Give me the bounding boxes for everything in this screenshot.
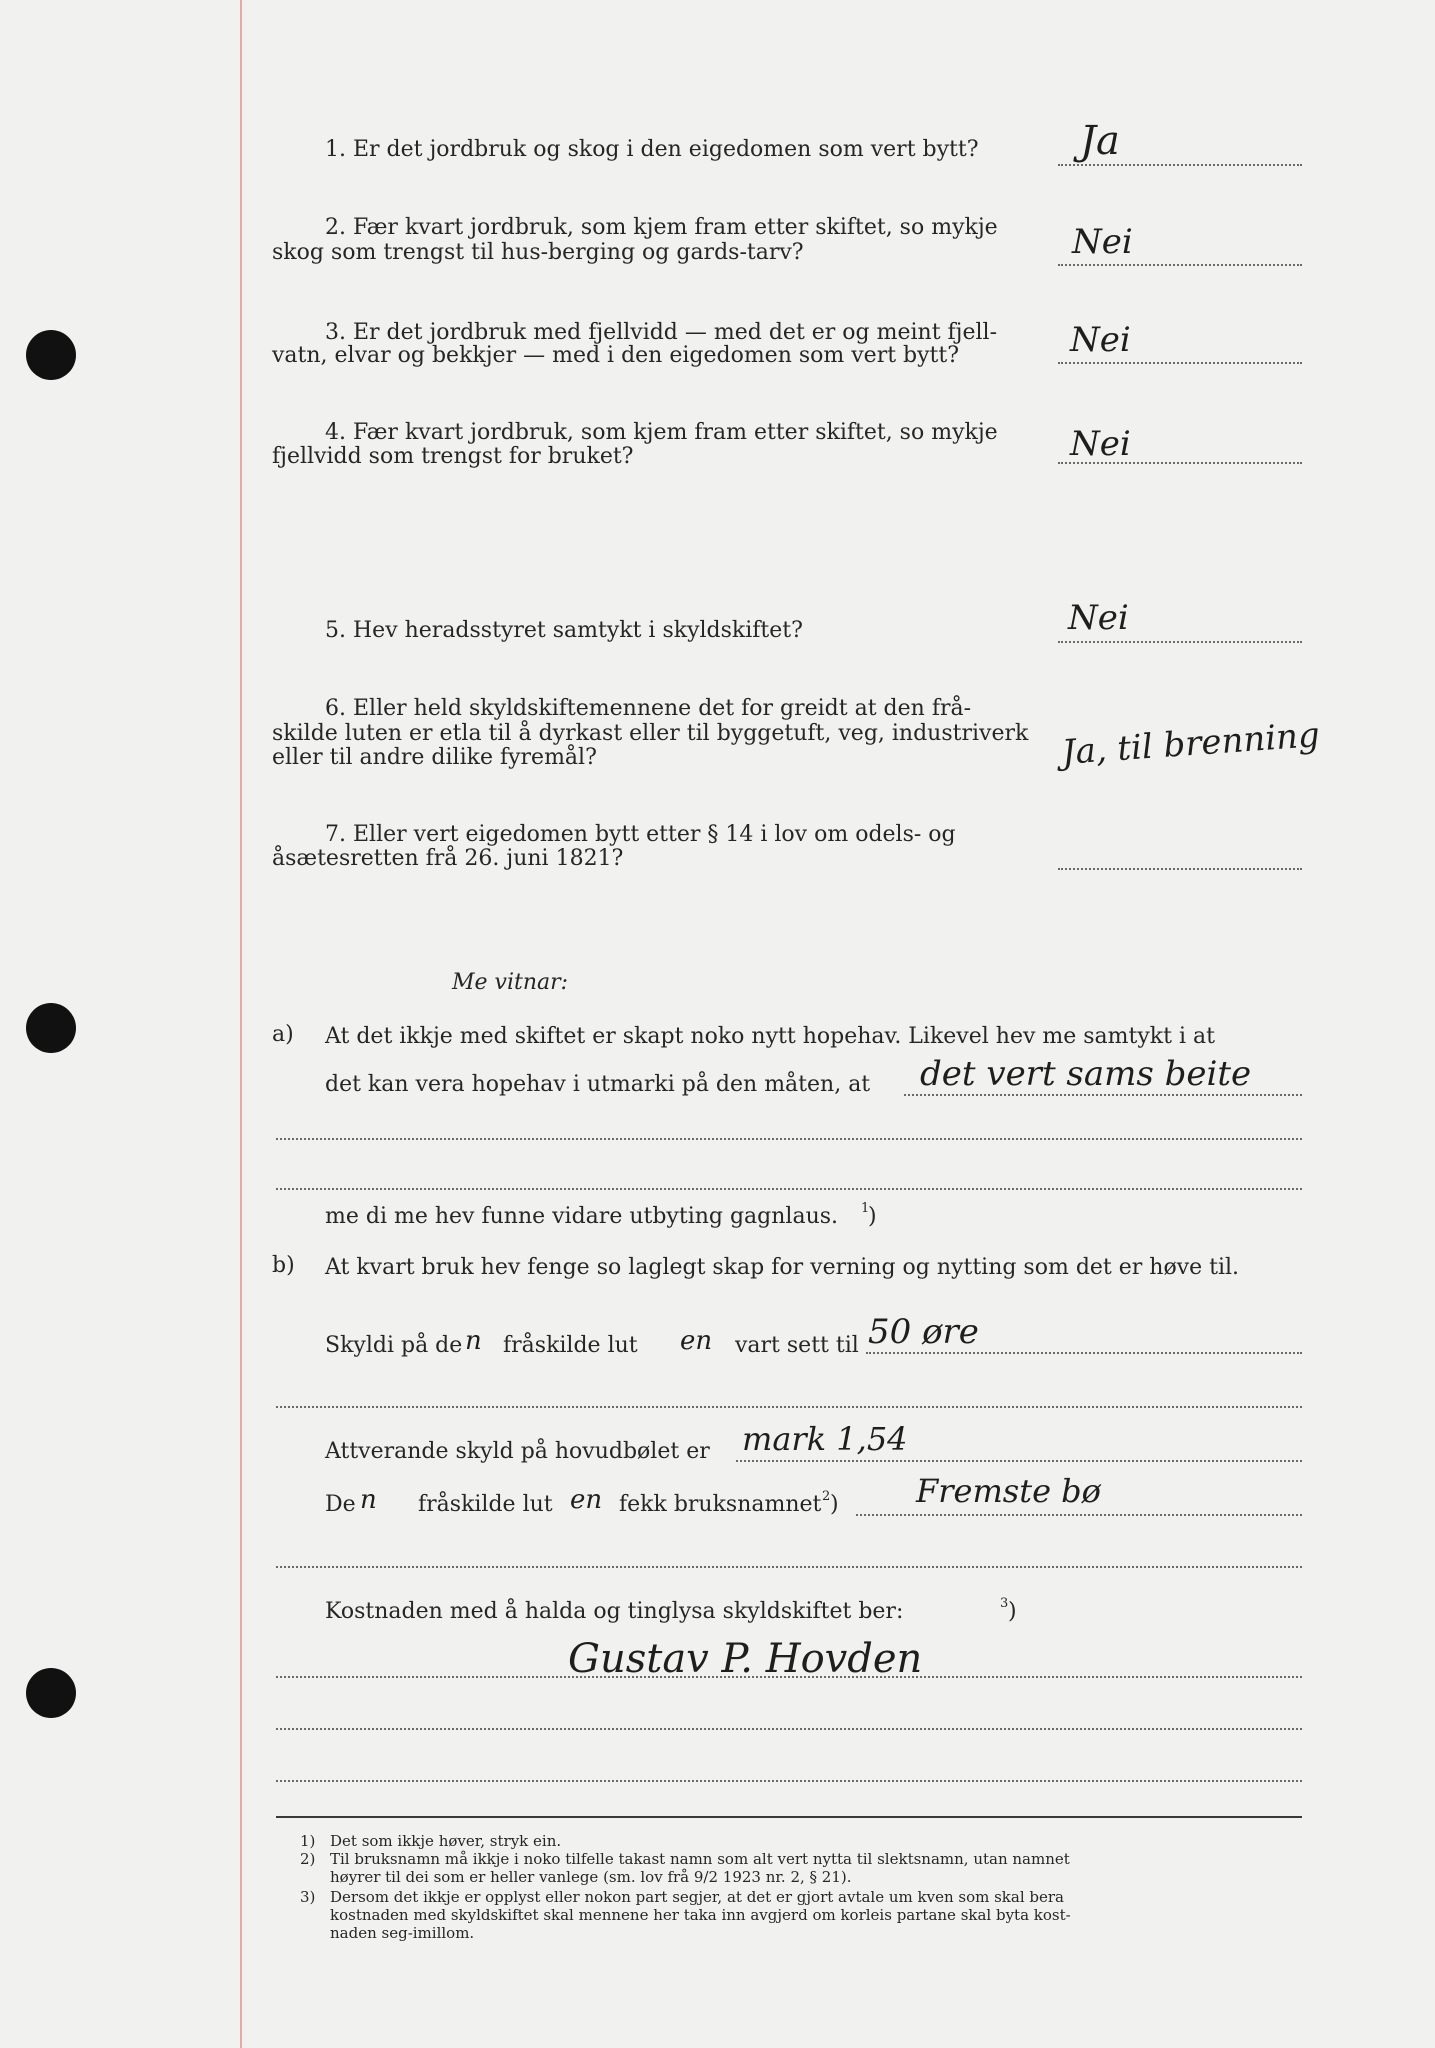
question-1: 1. Er det jordbruk og skog i den eigedomen som vert bytt? bbox=[325, 137, 979, 162]
witness-a-line-2: det kan vera hopehav i utmarki på den måten, at bbox=[325, 1072, 871, 1097]
witness-b-marker: b) bbox=[272, 1253, 295, 1278]
footnote-3-line-3: naden seg‑imillom. bbox=[330, 1924, 475, 1942]
footnote-3-marker: 3) bbox=[300, 1888, 316, 1906]
skyld-text-1: Skyldi på de bbox=[325, 1333, 463, 1358]
fill-line bbox=[276, 1728, 1302, 1730]
question-2-line-2: skog som trengst til hus‑berging og gards‑tarv? bbox=[272, 240, 804, 265]
question-4-line-1: 4. Fær kvart jordbruk, som kjem fram etter skiftet, so mykje bbox=[325, 420, 998, 445]
witness-heading: Me vitnar: bbox=[452, 970, 569, 995]
witness-b-line-1: At kvart bruk hev fenge so laglegt skap for verning og nytting som det er høve til. bbox=[325, 1255, 1240, 1280]
witness-a-line-3: me di me hev funne vidare utbyting gagnlaus. bbox=[325, 1204, 839, 1229]
question-7-line-2: åsætesretten frå 26. juni 1821? bbox=[272, 846, 624, 871]
answer-line bbox=[1058, 264, 1302, 266]
namn-text-3: fekk bruksnamnet bbox=[619, 1492, 822, 1517]
answer-4: Nei bbox=[1070, 424, 1131, 464]
skyld-answer: 50 øre bbox=[868, 1312, 979, 1352]
fill-line bbox=[736, 1460, 1302, 1462]
fill-line bbox=[856, 1514, 1302, 1516]
question-4-line-2: fjellvidd som trengst for bruket? bbox=[272, 444, 634, 469]
answer-line bbox=[1058, 868, 1302, 870]
witness-a-line-1: At det ikkje med skiftet er skapt noko nytt hopehav. Likevel hev me samtykt i at bbox=[325, 1024, 1215, 1049]
footnote-2-marker: 2) bbox=[300, 1850, 316, 1868]
question-3-line-2: vatn, elvar og bekkjer — med i den eigedomen som vert bytt? bbox=[272, 343, 960, 368]
question-3-line-1: 3. Er det jordbruk med fjellvidd — med det er og meint fjell‑ bbox=[325, 320, 998, 345]
answer-line bbox=[1058, 164, 1302, 166]
footnote-ref-1-close: ) bbox=[868, 1204, 877, 1229]
footnote-2-line-1: Til bruksnamn må ikkje i noko tilfelle takast namn som alt vert nytta til slektsnamn, utan namnet bbox=[330, 1850, 1070, 1868]
punch-hole-bottom bbox=[26, 1668, 76, 1718]
question-7-line-1: 7. Eller vert eigedomen bytt etter § 14 i lov om odels‑ og bbox=[325, 822, 956, 847]
footnote-ref-3: 3 bbox=[1000, 1596, 1009, 1611]
answer-line bbox=[1058, 362, 1302, 364]
fill-line bbox=[276, 1566, 1302, 1568]
fill-line bbox=[276, 1676, 1302, 1678]
punch-hole-middle bbox=[26, 1003, 76, 1053]
kostnad-text: Kostnaden med å halda og tinglysa skyldskiftet ber: bbox=[325, 1599, 904, 1624]
footnote-ref-1: 1 bbox=[861, 1201, 870, 1216]
skyld-text-2: fråskilde lut bbox=[503, 1333, 638, 1358]
namn-handwritten-1: n bbox=[360, 1485, 377, 1515]
punch-hole-top bbox=[26, 330, 76, 380]
answer-6: Ja, til brenning bbox=[1060, 715, 1321, 773]
footnote-2-line-2: høyrer til dei som er heller vanlege (sm. lov frå 9/2 1923 nr. 2, § 21). bbox=[330, 1868, 852, 1886]
namn-text-4: ) bbox=[830, 1492, 839, 1517]
fill-line bbox=[276, 1406, 1302, 1408]
question-6-line-1: 6. Eller held skyldskiftemennene det for greidt at den frå‑ bbox=[325, 696, 972, 721]
witness-a-answer: det vert sams beite bbox=[920, 1054, 1252, 1094]
footnote-1-marker: 1) bbox=[300, 1832, 316, 1850]
answer-2: Nei bbox=[1072, 222, 1133, 262]
margin-rule bbox=[240, 0, 242, 2048]
namn-text-2: fråskilde lut bbox=[418, 1492, 553, 1517]
kostnad-answer: Gustav P. Hovden bbox=[568, 1636, 923, 1682]
answer-5: Nei bbox=[1068, 598, 1129, 638]
footnote-ref-2: 2 bbox=[822, 1489, 831, 1504]
answer-1: Ja bbox=[1080, 118, 1120, 164]
footnote-3-line-1: Dersom det ikkje er opplyst eller nokon part segjer, at det er gjort avtale um kven som skal bera bbox=[330, 1888, 1064, 1906]
answer-3: Nei bbox=[1070, 320, 1131, 360]
namn-text-1: De bbox=[325, 1492, 356, 1517]
question-6-line-2: skilde luten er etla til å dyrkast eller til byggetuft, veg, industriverk bbox=[272, 721, 1029, 746]
witness-a-marker: a) bbox=[272, 1022, 294, 1047]
fill-line bbox=[276, 1188, 1302, 1190]
footnote-separator bbox=[276, 1816, 1302, 1818]
attverande-text: Attverande skyld på hovudbølet er bbox=[325, 1439, 710, 1464]
attverande-answer: mark 1,54 bbox=[742, 1420, 908, 1458]
namn-handwritten-2: en bbox=[570, 1485, 603, 1515]
question-2-line-1: 2. Fær kvart jordbruk, som kjem fram etter skiftet, so mykje bbox=[325, 215, 998, 240]
answer-line bbox=[1058, 462, 1302, 464]
question-5: 5. Hev heradsstyret samtykt i skyldskiftet? bbox=[325, 618, 803, 643]
footnote-1: Det som ikkje høver, stryk ein. bbox=[330, 1832, 562, 1850]
answer-line bbox=[1058, 641, 1302, 643]
fill-line bbox=[276, 1138, 1302, 1140]
namn-answer: Fremste bø bbox=[916, 1472, 1101, 1510]
question-6-line-3: eller til andre dilike fyremål? bbox=[272, 745, 597, 770]
footnote-3-line-2: kostnaden med skyldskiftet skal mennene her taka inn avgjerd om korleis partane skal byta kost‑ bbox=[330, 1906, 1071, 1924]
kostnad-close: ) bbox=[1008, 1599, 1017, 1624]
skyld-handwritten-2: en bbox=[680, 1326, 713, 1356]
fill-line bbox=[866, 1352, 1302, 1354]
fill-line bbox=[276, 1780, 1302, 1782]
fill-line bbox=[904, 1094, 1302, 1096]
skyld-handwritten-1: n bbox=[465, 1326, 482, 1356]
skyld-text-3: vart sett til bbox=[735, 1333, 859, 1358]
